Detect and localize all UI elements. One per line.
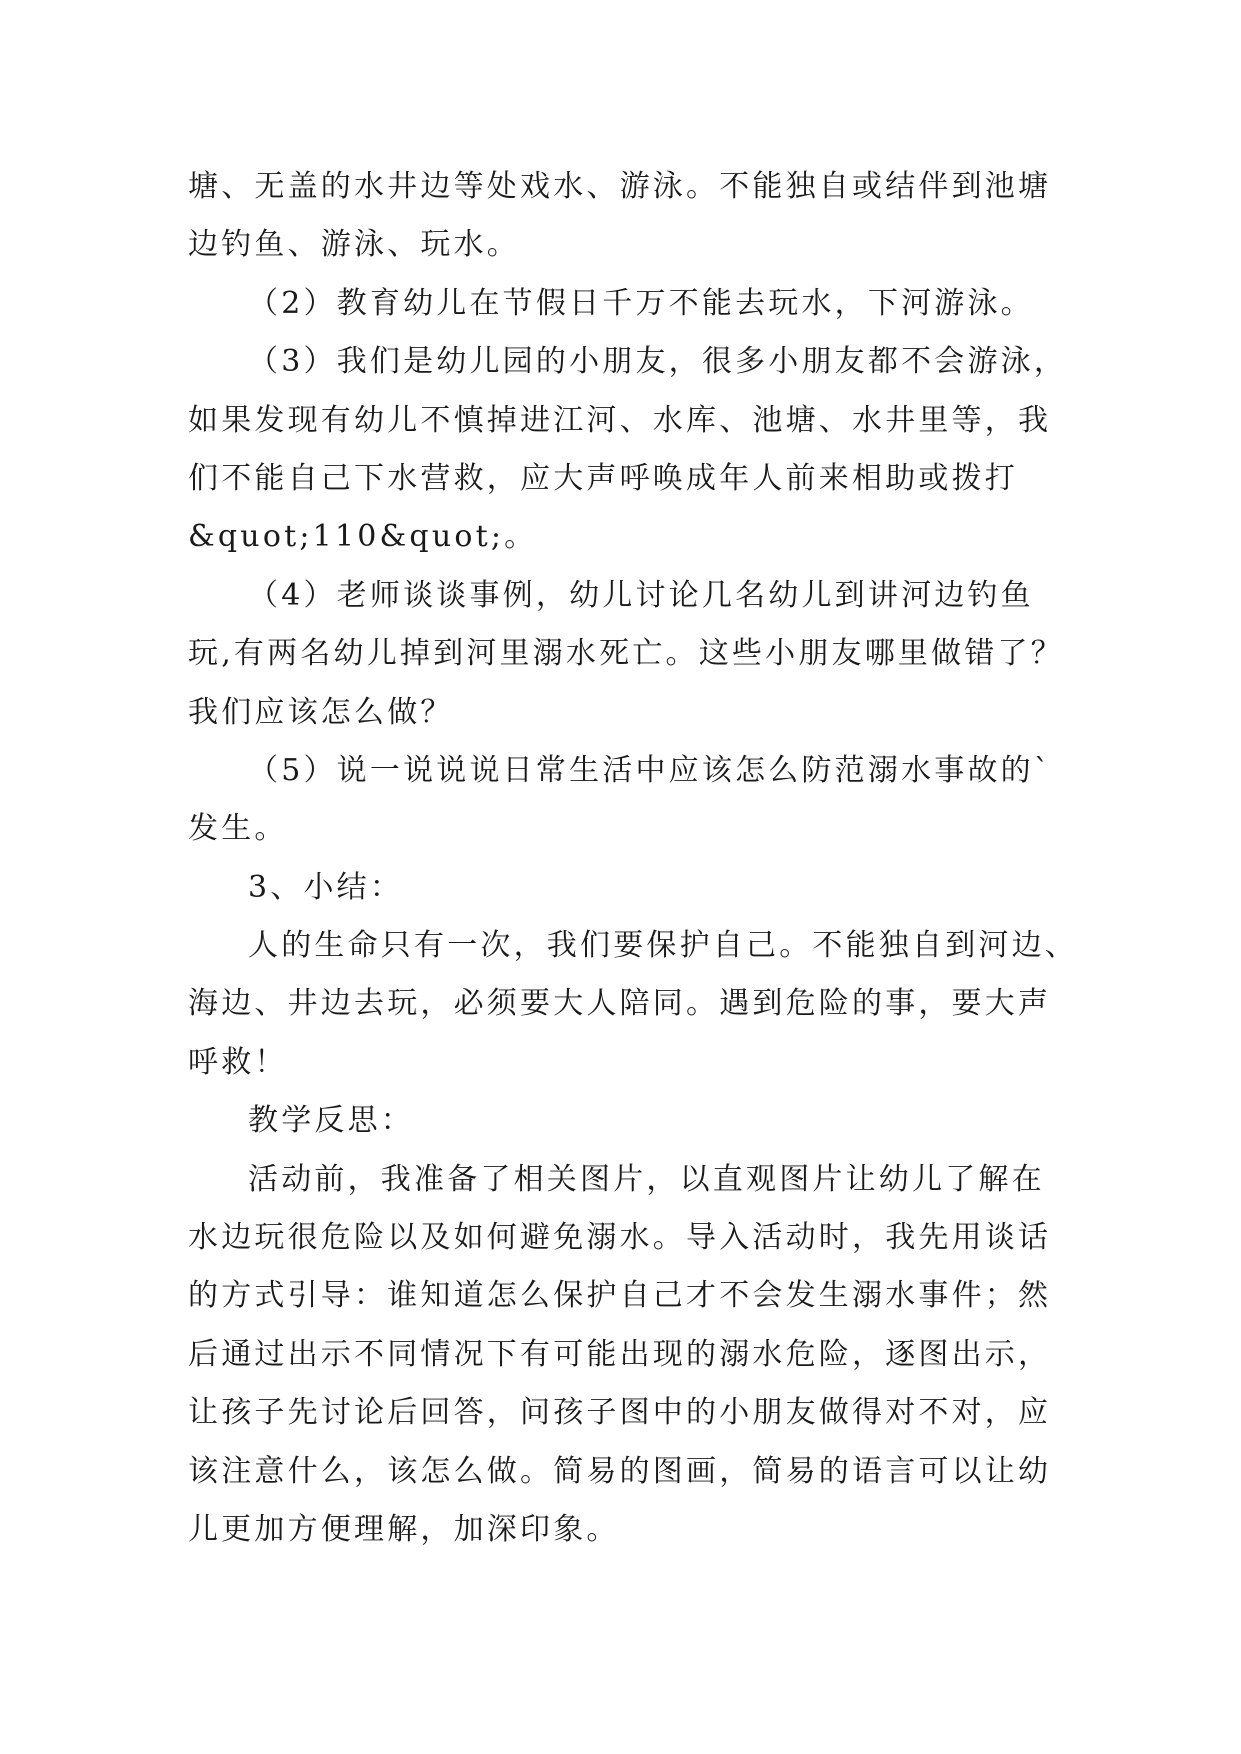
- text-line: 儿更加方便理解，加深印象。: [188, 1511, 620, 1547]
- text-line: 我们应该怎么做？: [188, 694, 454, 730]
- text-line: 海边、井边去玩，必须要大人陪同。遇到危险的事，要大声: [188, 986, 1052, 1022]
- section-heading: 教学反思：: [248, 1103, 414, 1139]
- text-line: （3）我们是幼儿园的小朋友，很多小朋友都不会游泳，: [248, 344, 1068, 380]
- text-line: 呼救！: [188, 1044, 288, 1080]
- text-line: 让孩子先讨论后回答，问孩子图中的小朋友做得对不对，应: [188, 1395, 1052, 1431]
- text-line: 边钓鱼、游泳、玩水。: [188, 227, 520, 263]
- text-line: 如果发现有幼儿不慎掉进江河、水库、池塘、水井里等，我: [188, 402, 1052, 438]
- text-line: 的方式引导：谁知道怎么保护自己才不会发生溺水事件；然: [188, 1278, 1052, 1314]
- text-line: 水边玩很危险以及如何避免溺水。导入活动时，我先用谈话: [188, 1220, 1052, 1256]
- text-line: 后通过出示不同情况下有可能出现的溺水危险，逐图出示，: [188, 1336, 1052, 1372]
- text-line: 该注意什么，该怎么做。简易的图画，简易的语言可以让幼: [188, 1453, 1052, 1489]
- text-line: 人的生命只有一次，我们要保护自己。不能独自到河边、: [248, 928, 1078, 964]
- text-line: （4）老师谈谈事例，幼儿讨论几名幼儿到讲河边钓鱼: [248, 577, 1034, 613]
- document-body: [188, 158, 1078, 1559]
- text-line: 们不能自己下水营救，应大声呼唤成年人前来相助或拨打: [188, 460, 1018, 496]
- section-heading: 3、小结：: [248, 869, 404, 905]
- text-line: （2）教育幼儿在节假日千万不能去玩水，下河游泳。: [248, 285, 1034, 321]
- text-line: 玩,有两名幼儿掉到河里溺水死亡。这些小朋友哪里做错了？: [188, 636, 1064, 672]
- text-line: 活动前，我准备了相关图片，以直观图片让幼儿了解在: [248, 1161, 1045, 1197]
- text-line: &quot;110&quot;。: [188, 519, 538, 555]
- text-line: 发生。: [188, 811, 288, 847]
- text-line: 塘、无盖的水井边等处戏水、游泳。不能独自或结伴到池塘: [188, 169, 1052, 204]
- text-line: （5）说一说说说日常生活中应该怎么防范溺水事故的`: [248, 752, 1053, 788]
